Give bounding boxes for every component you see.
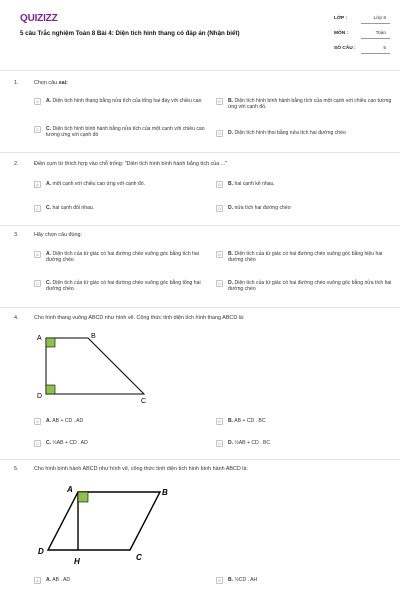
option-3d-box[interactable]: D	[216, 280, 223, 287]
option-2c-text	[46, 205, 94, 211]
option-1d-text	[228, 130, 346, 136]
right-angle-mark	[78, 492, 88, 502]
option-label: Diện tích của tứ giác có hai đường chéo vuông góc bằng hiệu hai đường chéo	[228, 251, 383, 264]
option-1d[interactable]	[216, 130, 392, 137]
option-letter: C.	[46, 126, 52, 132]
option-letter: D.	[228, 205, 234, 211]
option-1a-text	[46, 98, 201, 104]
option-4d-box[interactable]: D	[216, 440, 223, 447]
option-letter: D.	[228, 130, 234, 136]
meta-subject-value: Toán	[375, 31, 386, 36]
meta-count-value: 5	[383, 46, 386, 51]
divider	[0, 152, 400, 153]
option-letter: C.	[46, 280, 52, 286]
option-label: ½AB + CD . BC	[234, 440, 271, 446]
meta-count-label: SỐ CÂU :	[334, 46, 356, 51]
meta-subject-label: MÔN :	[334, 31, 349, 36]
option-2b-box[interactable]: B	[216, 181, 223, 188]
option-letter: A.	[46, 98, 52, 104]
question-3-number: 3.	[14, 232, 19, 238]
option-label: Diện tích hình bình hành bằng nửa tích của một cạnh với chiều cao tương ứng với cạnh đó	[46, 126, 205, 139]
option-3c[interactable]	[34, 280, 214, 293]
option-2a[interactable]	[34, 181, 214, 188]
option-5a-text	[46, 577, 70, 583]
option-letter: D.	[228, 440, 234, 446]
option-letter: A.	[46, 181, 52, 187]
option-3c-box[interactable]: C	[34, 280, 41, 287]
option-letter: D.	[228, 280, 234, 286]
option-label: ½CD . AH	[234, 577, 258, 583]
option-5b-box[interactable]: B	[216, 577, 223, 584]
option-letter: B.	[228, 251, 234, 257]
option-2d-text	[228, 205, 291, 211]
option-letter: A.	[46, 418, 52, 424]
option-letter: B.	[228, 418, 234, 424]
option-3d-text	[228, 280, 392, 293]
option-2c[interactable]	[34, 205, 214, 212]
trapezoid-figure	[30, 328, 160, 408]
option-letter: B.	[228, 98, 234, 104]
option-letter: C.	[46, 440, 52, 446]
option-label: Diện tích hình thoi bằng nửa tích hai đường chéo	[234, 130, 346, 136]
option-letter: A.	[46, 251, 52, 257]
divider	[0, 70, 400, 71]
option-label: Diện tích của tứ giác có hai đường chéo vuông góc bằng nửa tích hai đường chéo	[228, 280, 392, 293]
option-2b-text	[228, 181, 275, 187]
option-4d[interactable]	[216, 440, 392, 447]
divider	[0, 307, 400, 308]
option-3a-text	[46, 251, 214, 264]
option-2a-box[interactable]: A	[34, 181, 41, 188]
vertex-a-label: A	[67, 485, 73, 494]
meta-class-value: Lớp 8	[373, 16, 386, 21]
option-letter: C.	[46, 205, 52, 211]
option-4c[interactable]	[34, 440, 214, 447]
option-label: AB + CD . AD	[52, 418, 84, 424]
option-5a-box[interactable]: A	[34, 577, 41, 584]
quiz-header	[0, 0, 400, 62]
question-1-prompt-bold: sai:	[58, 80, 68, 86]
option-letter: A.	[46, 577, 52, 583]
option-5b[interactable]	[216, 577, 392, 584]
option-4a-text	[46, 418, 83, 424]
option-1b-box[interactable]: B	[216, 98, 223, 105]
vertex-d-label: D	[38, 547, 44, 556]
question-4-number: 4.	[14, 315, 19, 321]
option-1c-box[interactable]: C	[34, 126, 41, 133]
divider	[0, 225, 400, 226]
vertex-b-label: B	[91, 333, 96, 340]
option-3b[interactable]	[216, 251, 392, 264]
option-4b[interactable]	[216, 418, 392, 425]
option-letter: B.	[228, 577, 234, 583]
option-letter: B.	[228, 181, 234, 187]
question-4-prompt: Cho hình thang vuông ABCD như hình vẽ. Công thức tính diện tích hình thang ABCD là:	[34, 315, 245, 321]
option-label: ½AB + CD . AD	[52, 440, 88, 446]
option-label: Diện tích hình thang bằng nửa tích của tổng hai đáy với chiều cao	[52, 98, 202, 104]
question-3-prompt: Hãy chọn câu đúng:	[34, 232, 82, 238]
right-angle-mark-a	[46, 338, 55, 347]
question-5-number: 5.	[14, 466, 19, 472]
option-4b-text	[228, 418, 266, 424]
meta-class-label: LỚP :	[334, 16, 348, 21]
vertex-d-label: D	[37, 393, 43, 400]
divider	[0, 459, 400, 460]
option-label: hai cạnh kề nhau.	[234, 181, 275, 187]
quizizz-logo: QUIZIZZ	[20, 13, 58, 24]
option-3b-text	[228, 251, 392, 264]
meta-underline	[361, 38, 390, 39]
option-3a-box[interactable]: A	[34, 251, 41, 258]
option-4c-text	[46, 440, 88, 446]
option-4c-box[interactable]: C	[34, 440, 41, 447]
option-1b-text	[228, 98, 392, 111]
option-5a[interactable]	[34, 577, 214, 584]
parallelogram-outline	[48, 492, 160, 550]
option-2a-text	[46, 181, 145, 187]
option-1a-box[interactable]: A	[34, 98, 41, 105]
option-5b-text	[228, 577, 257, 583]
vertex-b-label: B	[162, 488, 168, 497]
option-1c-text	[46, 126, 214, 139]
point-h-label: H	[74, 557, 80, 566]
option-label: Diện tích của tứ giác có hai đường chéo vuông góc bằng tích hai đường chéo	[46, 251, 199, 264]
page-title: 5 câu Trắc nghiệm Toán 8 Bài 4: Diện tích hình thang có đáp án (Nhận biết)	[20, 30, 240, 37]
vertex-c-label: C	[141, 398, 147, 405]
option-label: một cạnh với chiều cao ứng với cạnh đó.	[52, 181, 146, 187]
question-1-prompt-text: Chọn câu	[34, 80, 59, 86]
option-label: AB . AD	[52, 577, 71, 583]
right-angle-mark-d	[46, 385, 55, 394]
question-2-number: 2.	[14, 161, 19, 167]
trapezoid-outline	[46, 338, 144, 394]
option-2b[interactable]	[216, 181, 392, 188]
meta-underline	[361, 53, 390, 54]
option-label: Diện tích hình bình hành bằng tích của một cạnh với chiều cao tương ứng với cạnh đó.	[228, 98, 392, 111]
option-3c-text	[46, 280, 214, 293]
question-2-prompt: Điền cụm từ thích hợp vào chỗ trống: "Diện tích hình bình hành bằng tích của ..."	[34, 161, 228, 167]
option-2d-box[interactable]: D	[216, 205, 223, 212]
meta-underline	[361, 23, 390, 24]
option-label: nửa tích hai đường chéo	[234, 205, 291, 211]
option-label: hai cạnh đối nhau.	[52, 205, 95, 211]
parallelogram-figure	[30, 480, 190, 570]
option-1d-box[interactable]: D	[216, 130, 223, 137]
option-2c-box[interactable]: C	[34, 205, 41, 212]
question-5-prompt: Cho hình bình hành ABCD như hình vẽ, công thức tính diện tích hình bình hành ABCD là:	[34, 466, 249, 472]
option-1a[interactable]	[34, 98, 214, 105]
option-1b[interactable]	[216, 98, 392, 111]
question-1-prompt	[34, 80, 68, 86]
option-4b-box[interactable]: B	[216, 418, 223, 425]
option-label: AB + CD . BC	[234, 418, 266, 424]
option-4a[interactable]	[34, 418, 214, 425]
option-3a[interactable]	[34, 251, 214, 264]
option-label: Diện tích của tứ giác có hai đường chéo vuông góc bằng tổng hai đường chéo	[46, 280, 201, 293]
option-1c[interactable]	[34, 126, 214, 139]
option-4a-box[interactable]: A	[34, 418, 41, 425]
option-3d[interactable]	[216, 280, 392, 293]
option-3b-box[interactable]: B	[216, 251, 223, 258]
vertex-c-label: C	[136, 553, 142, 562]
question-1-number: 1.	[14, 80, 19, 86]
option-4d-text	[228, 440, 270, 446]
vertex-a-label: A	[37, 335, 42, 342]
option-2d[interactable]	[216, 205, 392, 212]
